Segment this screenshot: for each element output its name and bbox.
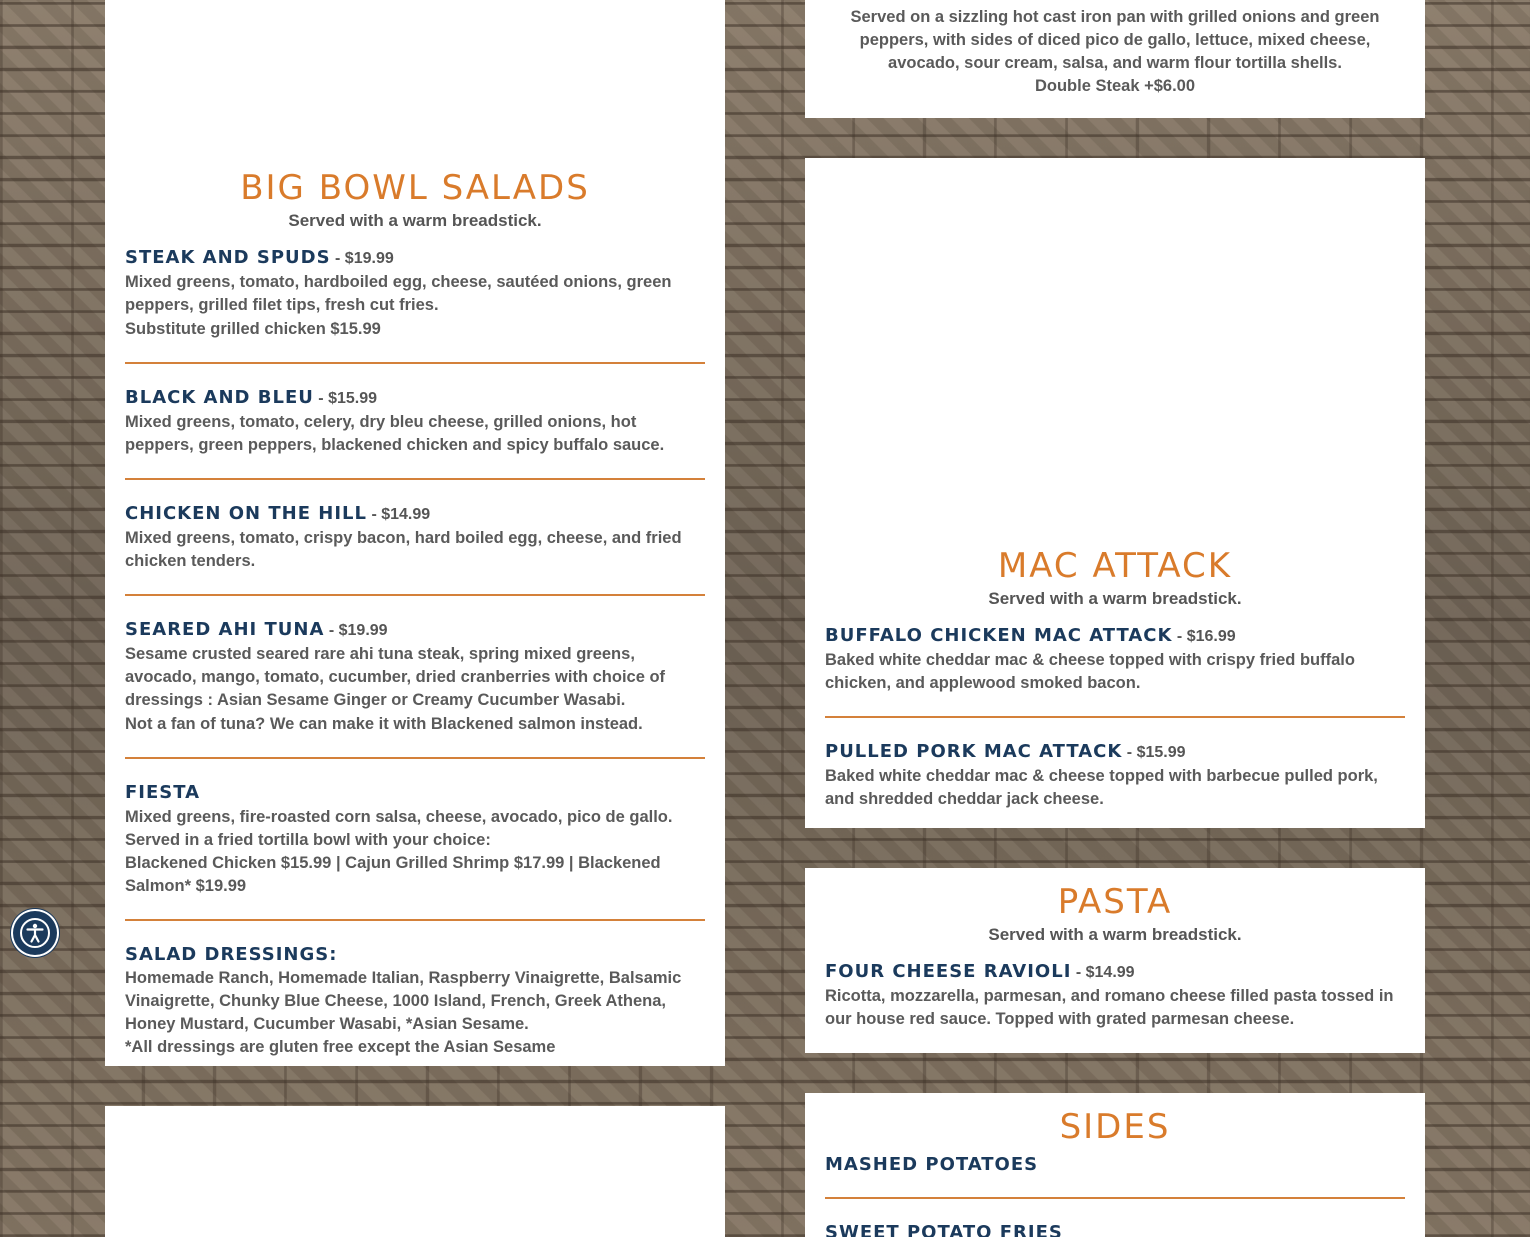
item-note: Substitute grilled chicken $15.99 (125, 320, 381, 338)
menu-item (805, 1221, 1425, 1237)
fajita-upgrade: Double Steak +$6.00 (1034, 77, 1196, 95)
menu-item (105, 781, 725, 898)
divider (125, 919, 705, 921)
sides-panel (805, 1093, 1425, 1237)
item-description: Mixed greens, tomato, celery, dry bleu cheese, grilled onions, hot peppers, green peppers, blackened chicken and spicy buffalo sauce. (125, 413, 665, 454)
item-price: - $15.99 (313, 390, 378, 407)
pasta-panel (805, 868, 1425, 1053)
dressings-note: *All dressings are gluten free except the Asian Sesame (125, 1038, 556, 1056)
divider (125, 478, 705, 480)
divider (125, 757, 705, 759)
pasta-subtitle: Served with a warm breadstick. (988, 925, 1242, 944)
item-name: SALAD DRESSINGS: (125, 944, 338, 965)
item-description: Baked white cheddar mac & cheese topped with crispy fried buffalo chicken, and applewood smoked bacon. (825, 651, 1355, 692)
mac-title: MAC ATTACK (997, 546, 1233, 586)
menu-item (105, 618, 725, 736)
item-price: - $19.99 (324, 622, 388, 639)
salads-title: BIG BOWL SALADS (240, 168, 590, 208)
item-description: Mixed greens, tomato, hardboiled egg, cheese, sautéed onions, green peppers, grilled filet tips, fresh cut fries. (125, 273, 672, 314)
item-price: - $14.99 (367, 506, 431, 523)
salads-image-area (105, 0, 725, 168)
item-name: BLACK AND BLEU (125, 387, 314, 408)
fajita-description-line: peppers, with sides of diced pico de gallo, lettuce, mixed cheese, (859, 31, 1371, 49)
accessibility-icon (18, 916, 52, 950)
item-note: Not a fan of tuna? We can make it with Blackened salmon instead. (125, 715, 643, 733)
divider (125, 594, 705, 596)
item-name: FOUR CHEESE RAVIOLI (825, 961, 1072, 982)
menu-item (805, 740, 1425, 811)
item-price: - $15.99 (1122, 744, 1186, 761)
item-price: - $19.99 (330, 250, 394, 267)
image-panel (105, 1106, 725, 1237)
item-name: FIESTA (125, 782, 201, 803)
item-options: Blackened Chicken $15.99 | Cajun Grilled Shrimp $17.99 | Blackened Salmon* $19.99 (125, 854, 661, 895)
item-name: CHICKEN ON THE HILL (125, 503, 367, 524)
item-name: BUFFALO CHICKEN MAC ATTACK (825, 625, 1173, 646)
menu-item (105, 502, 725, 573)
item-price: - $16.99 (1172, 628, 1236, 645)
menu-item (805, 960, 1425, 1031)
fajita-description-line: avocado, sour cream, salsa, and warm flour tortilla shells. (888, 54, 1342, 72)
fajita-description-line: Served on a sizzling hot cast iron pan with grilled onions and green (850, 8, 1380, 26)
dressings-list: Homemade Ranch, Homemade Italian, Raspberry Vinaigrette, Balsamic Vinaigrette, Chunky Blue Cheese, 1000 Island, French, Greek Athena, Honey Mustard, Cucumber Wasabi, *Asian Sesame. (125, 969, 682, 1033)
divider (125, 362, 705, 364)
sides-title: SIDES (1059, 1107, 1171, 1147)
fajita-panel (805, 0, 1425, 118)
menu-item (805, 1153, 1425, 1177)
mac-image-area (805, 158, 1425, 546)
pasta-title: PASTA (1057, 882, 1173, 922)
item-description: Baked white cheddar mac & cheese topped with barbecue pulled pork, and shredded cheddar jack cheese. (825, 767, 1378, 808)
item-description: Mixed greens, tomato, crispy bacon, hard boiled egg, cheese, and fried chicken tenders. (125, 529, 682, 570)
item-name: SEARED AHI TUNA (125, 619, 325, 640)
accessibility-button[interactable] (13, 911, 57, 955)
dressings-block (105, 943, 725, 1059)
item-name: MASHED POTATOES (825, 1154, 1039, 1175)
divider (825, 716, 1405, 718)
menu-item (105, 246, 725, 341)
item-description: Sesame crusted seared rare ahi tuna steak, spring mixed greens, avocado, mango, tomato, cucumber, dried cranberries with choice of dressings : Asian Sesame Ginger or Creamy Cucumber Wasabi. (125, 645, 666, 709)
item-name: STEAK AND SPUDS (125, 247, 331, 268)
item-note: Served in a fried tortilla bowl with your choice: (125, 831, 491, 849)
item-name: PULLED PORK MAC ATTACK (825, 741, 1123, 762)
item-description: Mixed greens, fire-roasted corn salsa, cheese, avocado, pico de gallo. (125, 808, 673, 826)
item-price: - $14.99 (1071, 964, 1135, 981)
mac-subtitle: Served with a warm breadstick. (988, 589, 1242, 608)
menu-item (805, 624, 1425, 695)
salads-subtitle: Served with a warm breadstick. (288, 211, 542, 230)
item-name: SWEET POTATO FRIES (825, 1222, 1063, 1237)
menu-item (105, 386, 725, 457)
item-description: Ricotta, mozzarella, parmesan, and romano cheese filled pasta tossed in our house red sauce. Topped with grated parmesan cheese. (825, 987, 1394, 1028)
divider (825, 1197, 1405, 1199)
salads-panel (105, 0, 725, 1066)
mac-panel (805, 158, 1425, 828)
